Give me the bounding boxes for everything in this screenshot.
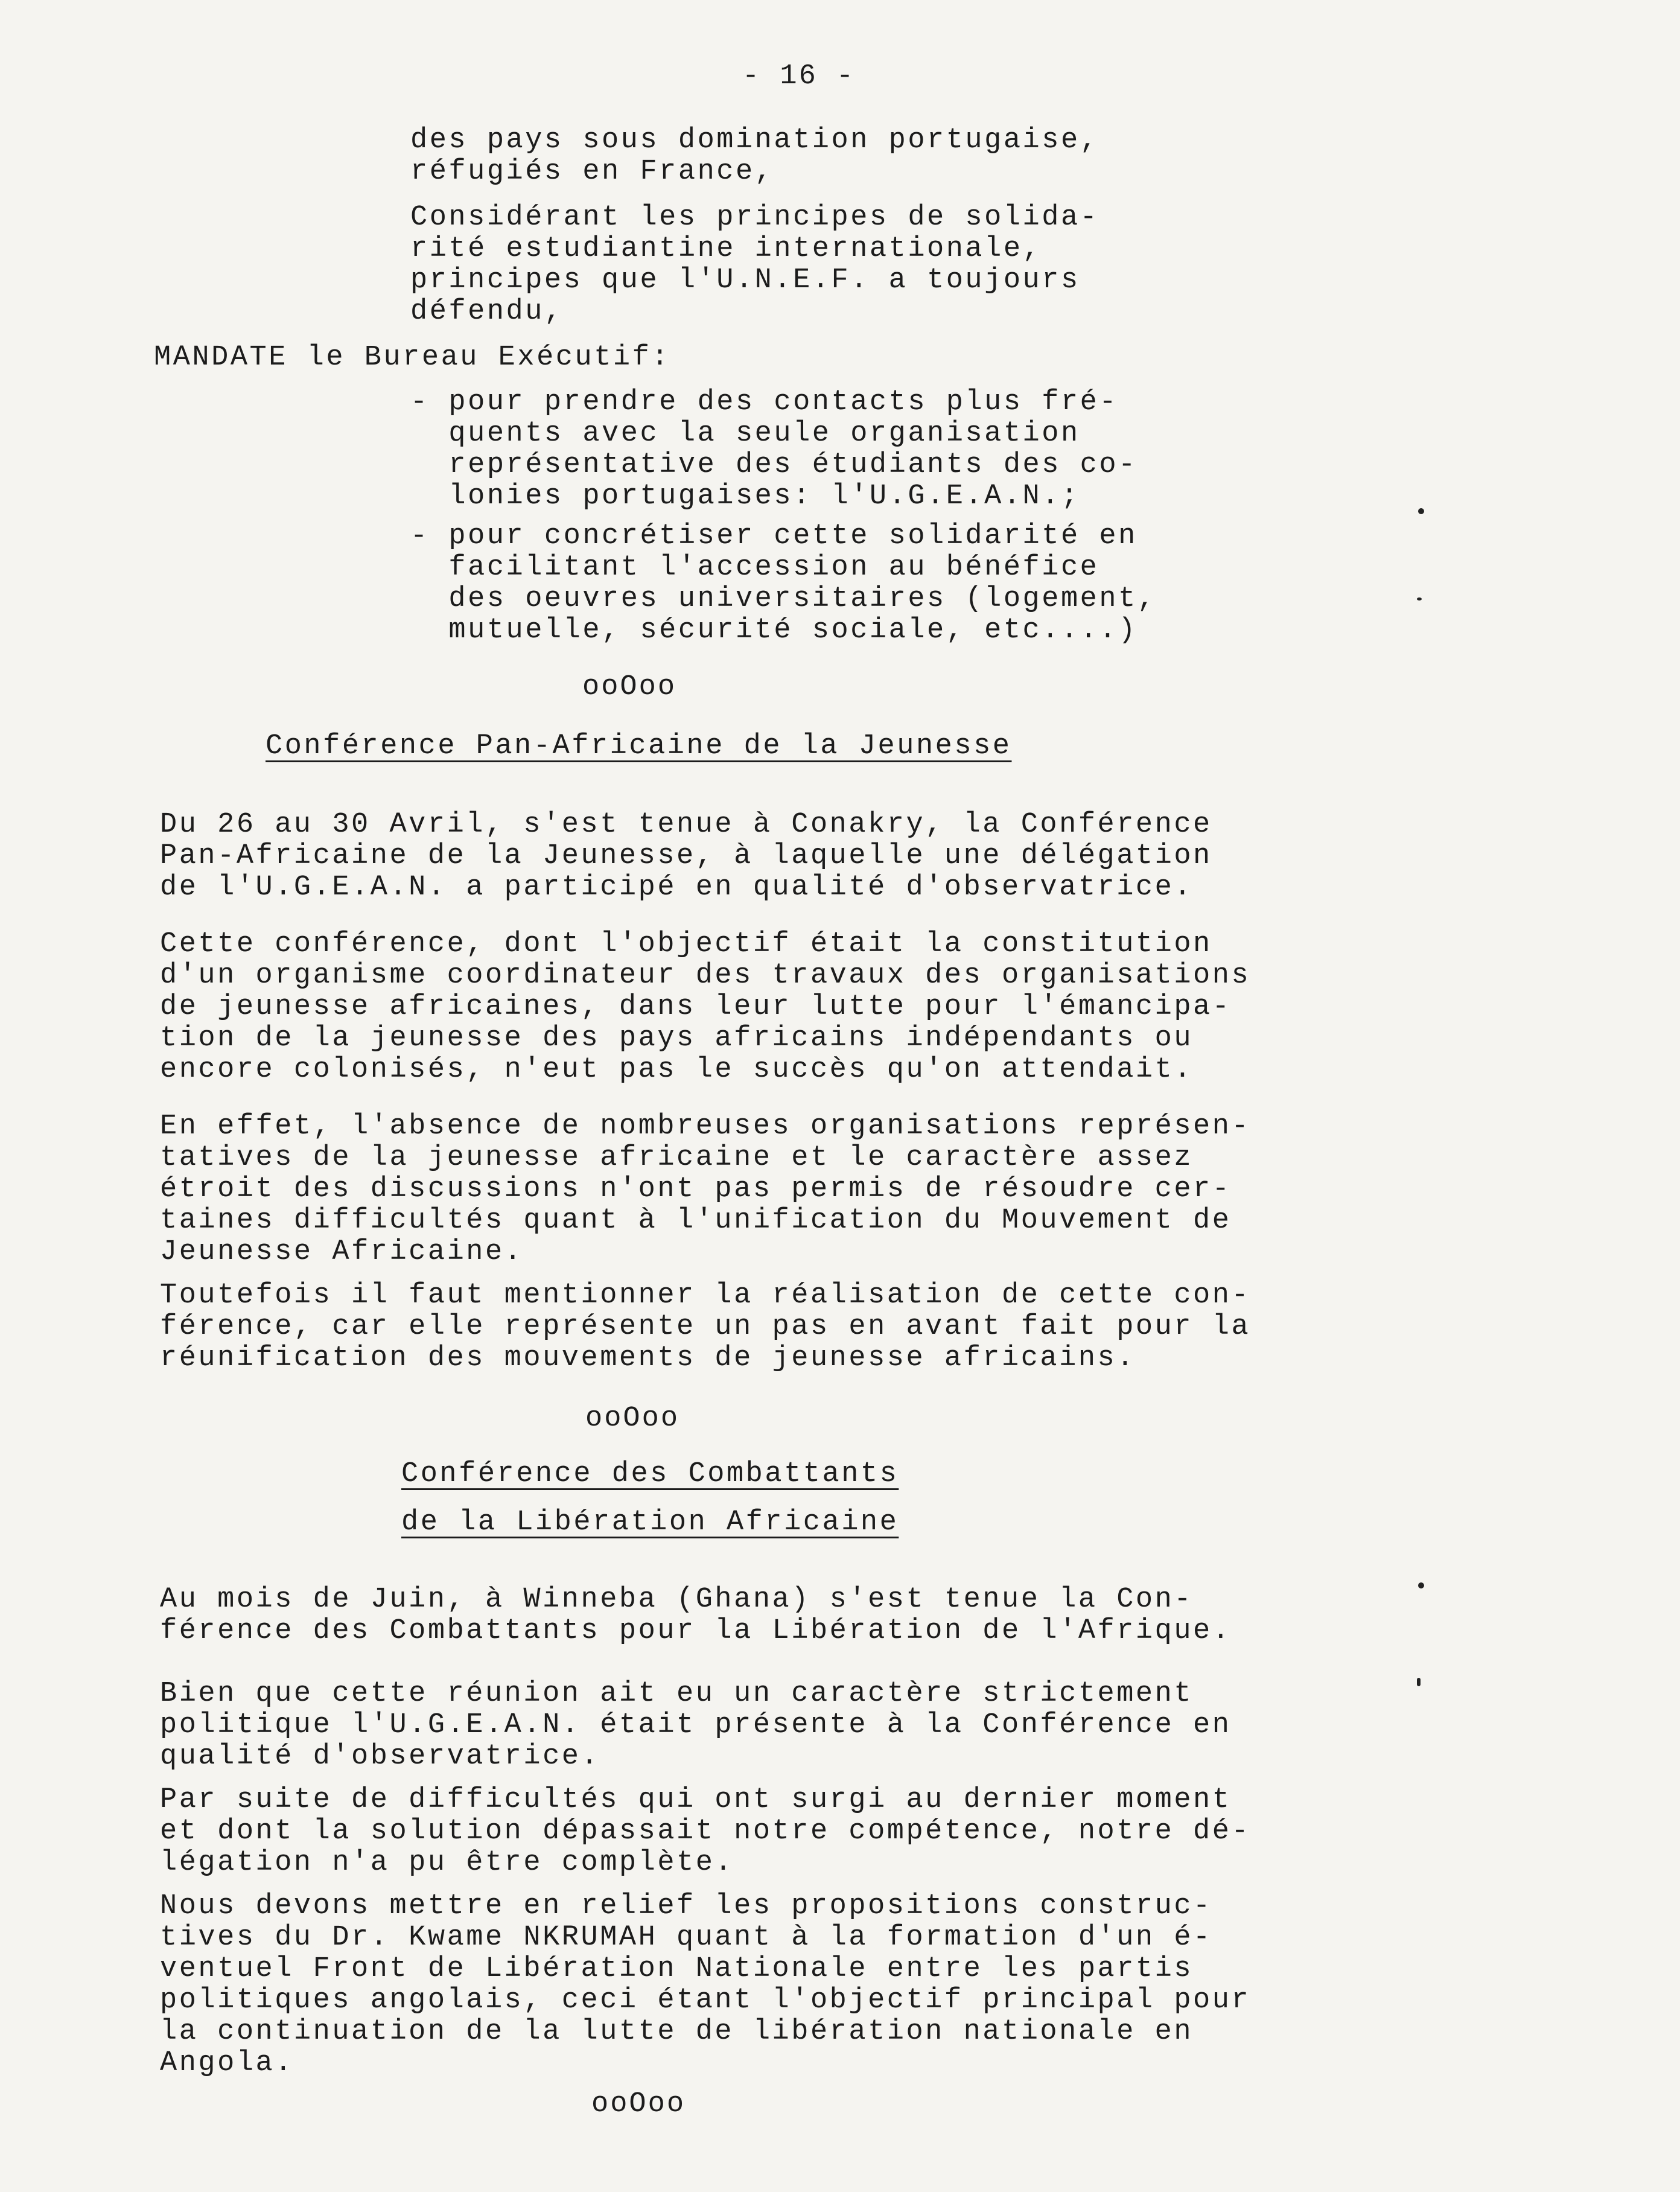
text-line: mutuelle, sécurité sociale, etc....) (410, 614, 1138, 646)
text-line: rité estudiantine internationale, (410, 233, 1042, 265)
text-line: tion de la jeunesse des pays africains indépendants ou (160, 1022, 1194, 1054)
separator: ooOoo (585, 1403, 680, 1435)
text-line: Bien que cette réunion ait eu un caractère strictement (160, 1678, 1194, 1710)
text-line: encore colonisés, n'eut pas le succès qu'on attendait. (160, 1054, 1194, 1086)
text-line: Toutefois il faut mentionner la réalisation de cette con- (160, 1279, 1251, 1311)
text-line: - pour concrétiser cette solidarité en (410, 520, 1138, 552)
text-line: défendu, (410, 296, 564, 328)
text-line: tives du Dr. Kwame NKRUMAH quant à la formation d'un é- (160, 1922, 1212, 1954)
text-line: Angola. (160, 2047, 294, 2079)
text-line: et dont la solution dépassait notre compétence, notre dé- (160, 1815, 1251, 1847)
text-line: Par suite de difficultés qui ont surgi au dernier moment (160, 1784, 1232, 1816)
text-line: - pour prendre des contacts plus fré- (410, 386, 1119, 418)
text-line: Au mois de Juin, à Winneba (Ghana) s'est tenue la Con- (160, 1584, 1194, 1616)
text-line: ventuel Front de Libération Nationale entre les partis (160, 1953, 1194, 1985)
text-line: d'un organisme coordinateur des travaux des organisations (160, 960, 1251, 992)
separator: ooOoo (582, 671, 677, 703)
text-line: représentative des étudiants des co- (410, 449, 1138, 481)
text-line: la continuation de la lutte de libération nationale en (160, 2016, 1194, 2048)
text-line: politiques angolais, ceci étant l'objectif principal pour (160, 1984, 1251, 2016)
text-line: lonies portugaises: l'U.G.E.A.N.; (410, 480, 1080, 512)
text-line: de l'U.G.E.A.N. a participé en qualité d'observatrice. (160, 871, 1194, 903)
text-line: Considérant les principes de solida- (410, 202, 1099, 234)
text-line: Jeunesse Africaine. (160, 1236, 524, 1268)
text-line: politique l'U.G.E.A.N. était présente à la Conférence en (160, 1709, 1232, 1741)
text-line: des oeuvres universitaires (logement, (410, 583, 1157, 615)
text-line: réunification des mouvements de jeunesse africains. (160, 1342, 1136, 1374)
separator: ooOoo (591, 2088, 686, 2120)
text-line: Nous devons mettre en relief les propositions construc- (160, 1890, 1212, 1922)
text-line: tatives de la jeunesse africaine et le caractère assez (160, 1142, 1194, 1174)
text-line: En effet, l'absence de nombreuses organisations représen- (160, 1110, 1251, 1142)
text-line: férence, car elle représente un pas en avant fait pour la (160, 1311, 1251, 1343)
text-line: facilitant l'accession au bénéfice (410, 552, 1099, 584)
text-line: qualité d'observatrice. (160, 1741, 600, 1773)
text-line: férence des Combattants pour la Libération de l'Afrique. (160, 1615, 1232, 1647)
text-line: principes que l'U.N.E.F. a toujours (410, 264, 1080, 296)
section-title: de la Libération Africaine (401, 1506, 899, 1538)
scan-mark (1417, 1678, 1421, 1686)
text-line: des pays sous domination portugaise, (410, 124, 1099, 156)
mandate-heading: MANDATE le Bureau Exécutif: (154, 342, 671, 374)
scan-mark (1418, 1582, 1424, 1588)
text-line: de jeunesse africaines, dans leur lutte pour l'émancipa- (160, 991, 1232, 1023)
text-line: quents avec la seule organisation (410, 418, 1080, 450)
text-line: Du 26 au 30 Avril, s'est tenue à Conakry, la Conférence (160, 809, 1212, 841)
text-line: étroit des discussions n'ont pas permis de résoudre cer- (160, 1173, 1232, 1205)
text-line: Pan-Africaine de la Jeunesse, à laquelle une délégation (160, 840, 1212, 872)
section-title: Conférence Pan-Africaine de la Jeunesse (266, 730, 1012, 762)
text-line: Cette conférence, dont l'objectif était la constitution (160, 928, 1212, 960)
text-line: réfugiés en France, (410, 156, 774, 188)
page-number: - 16 - (742, 60, 856, 92)
scan-mark (1418, 508, 1424, 514)
text-line: légation n'a pu être complète. (160, 1847, 734, 1879)
text-line: taines difficultés quant à l'unification du Mouvement de (160, 1205, 1232, 1237)
section-title: Conférence des Combattants (401, 1458, 899, 1490)
scan-mark (1417, 597, 1422, 601)
